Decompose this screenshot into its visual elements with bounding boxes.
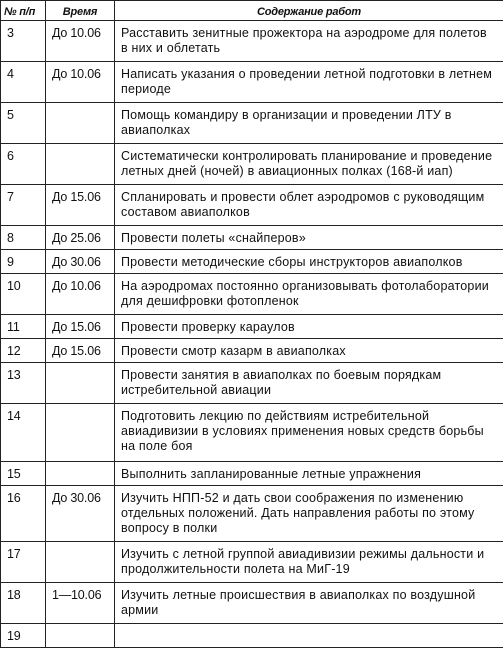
table-body bbox=[1, 21, 503, 648]
header-time: Время bbox=[46, 1, 115, 21]
table-row bbox=[1, 274, 503, 315]
row-task: Провести проверку караулов bbox=[115, 315, 503, 339]
row-number: 4 bbox=[1, 62, 46, 103]
row-time: До 15.06 bbox=[46, 339, 115, 363]
table-row bbox=[1, 103, 503, 144]
table-row bbox=[1, 404, 503, 462]
row-task bbox=[115, 624, 503, 648]
row-number: 7 bbox=[1, 185, 46, 226]
table-row bbox=[1, 226, 503, 250]
row-time: До 10.06 bbox=[46, 21, 115, 62]
row-time bbox=[46, 462, 115, 486]
row-number: 18 bbox=[1, 583, 46, 624]
row-task: Расставить зенитные прожектора на аэродроме для полетов в них и облетать bbox=[115, 21, 503, 62]
row-time: До 30.06 bbox=[46, 486, 115, 542]
table-row bbox=[1, 144, 503, 185]
row-time bbox=[46, 542, 115, 583]
row-number: 10 bbox=[1, 274, 46, 315]
row-number: 5 bbox=[1, 103, 46, 144]
table-row bbox=[1, 250, 503, 274]
row-task: Написать указания о проведении летной подготовки в летнем периоде bbox=[115, 62, 503, 103]
table-row bbox=[1, 462, 503, 486]
row-time: До 10.06 bbox=[46, 274, 115, 315]
header-content: Содержание работ bbox=[115, 1, 503, 21]
row-time: До 15.06 bbox=[46, 185, 115, 226]
row-task: Помощь командиру в организации и проведении ЛТУ в авиаполках bbox=[115, 103, 503, 144]
table-row bbox=[1, 62, 503, 103]
row-time: До 10.06 bbox=[46, 62, 115, 103]
header-number: № п/п bbox=[1, 1, 46, 21]
row-task: Провести занятия в авиаполках по боевым порядкам истребительной авиации bbox=[115, 363, 503, 404]
row-time bbox=[46, 363, 115, 404]
row-task: Изучить летные происшествия в авиаполках по воздушной армии bbox=[115, 583, 503, 624]
row-task: Выполнить запланированные летные упражнения bbox=[115, 462, 503, 486]
row-number: 12 bbox=[1, 339, 46, 363]
row-time bbox=[46, 404, 115, 462]
table-row bbox=[1, 185, 503, 226]
row-number: 3 bbox=[1, 21, 46, 62]
row-time: До 30.06 bbox=[46, 250, 115, 274]
table-row bbox=[1, 624, 503, 648]
table-row bbox=[1, 486, 503, 542]
row-time bbox=[46, 103, 115, 144]
row-number: 8 bbox=[1, 226, 46, 250]
row-task: Систематически контролировать планирование и проведение летных дней (ночей) в авиационных полках (168-й иап) bbox=[115, 144, 503, 185]
row-time bbox=[46, 624, 115, 648]
table-row bbox=[1, 542, 503, 583]
row-number: 16 bbox=[1, 486, 46, 542]
row-number: 17 bbox=[1, 542, 46, 583]
row-task: Спланировать и провести облет аэродромов с руководящим составом авиаполков bbox=[115, 185, 503, 226]
row-task: На аэродромах постоянно организовывать фотолаборатории для дешифровки фотопленок bbox=[115, 274, 503, 315]
table-row bbox=[1, 363, 503, 404]
row-number: 13 bbox=[1, 363, 46, 404]
table-header bbox=[1, 1, 503, 21]
table-row bbox=[1, 315, 503, 339]
table-row bbox=[1, 583, 503, 624]
row-number: 15 bbox=[1, 462, 46, 486]
row-task: Провести полеты «снайперов» bbox=[115, 226, 503, 250]
row-task: Подготовить лекцию по действиям истребительной авиадивизии в условиях применения новых средств борьбы на поле боя bbox=[115, 404, 503, 462]
row-time: До 25.06 bbox=[46, 226, 115, 250]
row-number: 6 bbox=[1, 144, 46, 185]
table-row bbox=[1, 339, 503, 363]
row-task: Изучить с летной группой авиадивизии режимы дальности и продолжительности полета на МиГ-19 bbox=[115, 542, 503, 583]
row-task: Провести смотр казарм в авиаполках bbox=[115, 339, 503, 363]
row-number: 9 bbox=[1, 250, 46, 274]
table-row bbox=[1, 21, 503, 62]
row-number: 19 bbox=[1, 624, 46, 648]
row-number: 11 bbox=[1, 315, 46, 339]
row-time bbox=[46, 144, 115, 185]
row-task: Изучить НПП-52 и дать свои соображения по изменению отдельных положений. Дать направления работы по этому вопросу в полки bbox=[115, 486, 503, 542]
row-task: Провести методические сборы инструкторов авиаполков bbox=[115, 250, 503, 274]
row-time: До 15.06 bbox=[46, 315, 115, 339]
row-time: 1—10.06 bbox=[46, 583, 115, 624]
row-number: 14 bbox=[1, 404, 46, 462]
